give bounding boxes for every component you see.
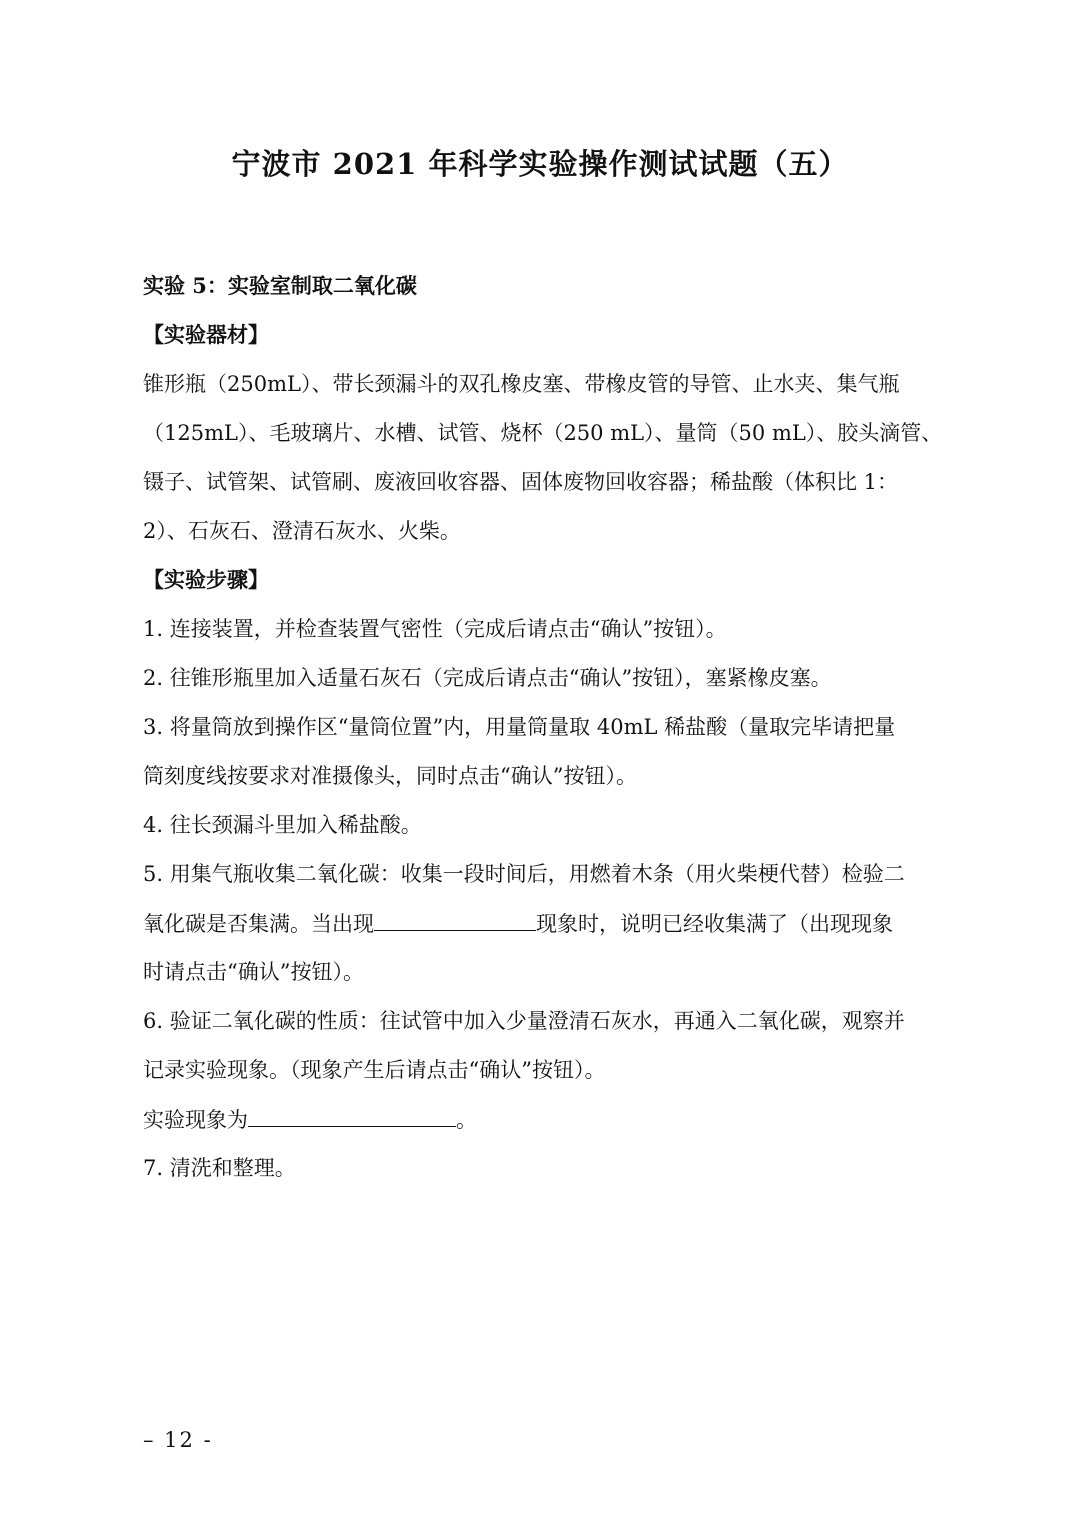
page-title: 宁波市 2021 年科学实验操作测试试题（五） [231, 147, 849, 181]
step-6-line-1: 6. 验证二氧化碳的性质：往试管中加入少量澄清石灰水，再通入二氧化碳，观察并 [143, 1009, 905, 1033]
step-5-line-1: 5. 用集气瓶收集二氧化碳：收集一段时间后，用燃着木条（用火柴梗代替）检验二 [143, 862, 905, 886]
step-3-line-1: 3. 将量筒放到操作区“量筒位置”内，用量筒量取 40mL 稀盐酸（量取完毕请把量 [143, 715, 896, 739]
steps-heading: 【实验步骤】 [143, 567, 269, 592]
materials-line: （125mL）、毛玻璃片、水槽、试管、烧杯（250 mL）、量筒（50 mL）、胶头滴管、 [143, 421, 943, 445]
materials-line: 锥形瓶（250mL）、带长颈漏斗的双孔橡皮塞、带橡皮管的导管、止水夹、集气瓶 [143, 372, 900, 396]
materials-heading: 【实验器材】 [143, 322, 269, 347]
step-4: 4. 往长颈漏斗里加入稀盐酸。 [143, 813, 422, 837]
step-7: 7. 清洗和整理。 [143, 1156, 296, 1180]
step-5-line-3: 时请点击“确认”按钮）。 [143, 960, 364, 984]
step-5-text-after-blank: 现象时，说明已经收集满了（出现现象 [536, 912, 893, 936]
step-5-text-before-blank: 氧化碳是否集满。当出现 [143, 912, 374, 936]
step-5-line-2 [143, 908, 893, 939]
step-6-text-before-blank: 实验现象为 [143, 1108, 248, 1132]
page-number: – 12 - [143, 1428, 213, 1452]
step-2: 2. 往锥形瓶里加入适量石灰石（完成后请点击“确认”按钮），塞紧橡皮塞。 [143, 666, 832, 690]
materials-line: 镊子、试管架、试管刷、废液回收容器、固体废物回收容器；稀盐酸（体积比 1： [143, 470, 899, 494]
answer-blank-observation[interactable] [248, 1104, 456, 1127]
step-6-line-2: 记录实验现象。（现象产生后请点击“确认”按钮）。 [143, 1058, 606, 1082]
step-1: 1. 连接装置，并检查装置气密性（完成后请点击“确认”按钮）。 [143, 617, 727, 641]
experiment-title: 实验 5：实验室制取二氧化碳 [143, 273, 417, 298]
step-6-text-after-blank: 。 [456, 1108, 477, 1132]
materials-line: 2）、石灰石、澄清石灰水、火柴。 [143, 519, 461, 543]
step-6-line-3 [143, 1104, 477, 1135]
step-3-line-2: 筒刻度线按要求对准摄像头，同时点击“确认”按钮）。 [143, 764, 637, 788]
answer-blank-phenomenon[interactable] [374, 908, 536, 931]
